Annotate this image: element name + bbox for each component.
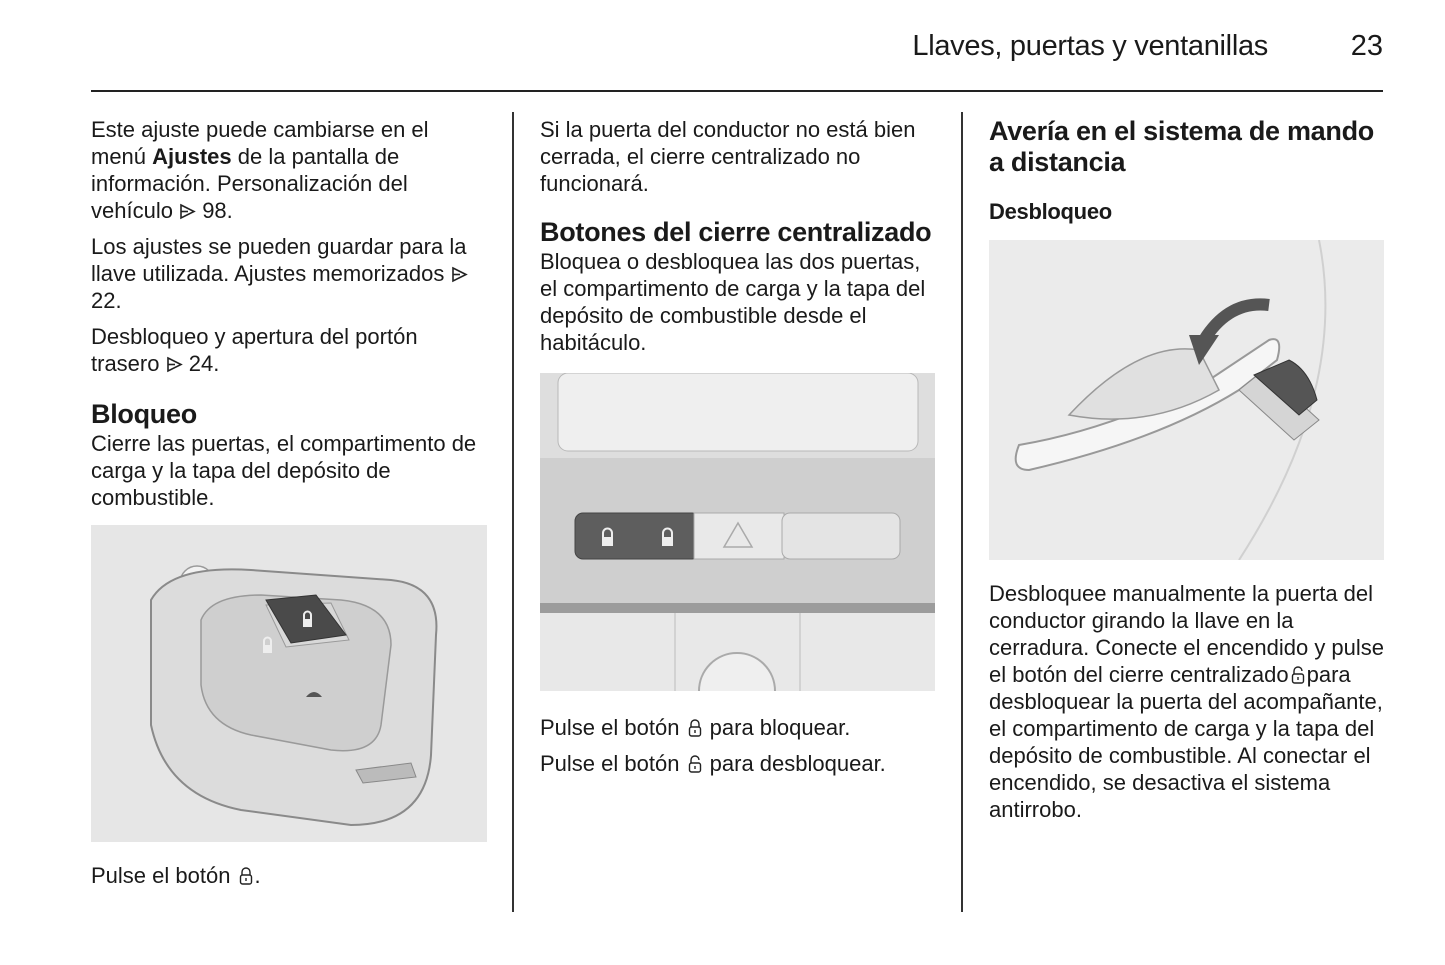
page-number: 23 [1350,30,1383,62]
column-2 [540,116,940,365]
page-ref: 22. [91,288,122,313]
heading-bloqueo: Bloqueo [91,399,197,429]
section-title: Llaves, puertas y ventanillas [912,30,1268,62]
heading-central-locking-buttons: Botones del cierre centralizado [540,217,932,247]
central-locking-panel-illustration [540,373,935,691]
key-fob-illustration [91,525,487,842]
door-handle-illustration [989,240,1384,560]
reference-arrow-icon [179,203,196,220]
subheading-desbloqueo: Desbloqueo [989,199,1112,224]
reference-arrow-icon [166,356,183,373]
unlock-icon [688,754,702,774]
caption-press-lock: Pulse el botón . [91,863,261,888]
paragraph-central-locking: Bloquea o desbloquea las dos puertas, el compartimento de carga y la tapa del depósito de combustible desde el habitáculo. [540,249,926,355]
column-1 [91,116,487,520]
header-divider [91,90,1383,92]
page-ref: 98. [202,198,233,223]
column-3 [989,116,1389,226]
page-ref: 24. [188,351,220,376]
unlock-icon [1291,665,1305,685]
page-header [91,30,1383,70]
caption-lock-button: Pulse el botón para bloquear. [540,715,851,740]
paragraph-driver-door: Si la puerta del conductor no está bien cerrada, el cierre centralizado no funcionará. [540,117,916,196]
reference-arrow-icon [451,266,468,283]
paragraph-memorized: Los ajustes se pueden guardar para la llave utilizada. Ajustes memorizados 22. [91,234,467,313]
paragraph-manual-unlock: Desbloquee manualmente la puerta del conductor girando la llave en la cerradura. Conecte el encendido y pulse el botón del cierre centralizado para desbloquear la puerta del acompañante, el compartimento de carga y la tapa del depósito de combustible. Al conectar el encendido, se desactiva el sistema antirrobo. [989,581,1385,822]
paragraph-bloqueo: Cierre las puertas, el compartimento de carga y la tapa del depósito de combustible. [91,431,477,510]
lock-icon [688,718,702,738]
caption-unlock-button: Pulse el botón para desbloquear. [540,751,886,776]
column-divider-1 [512,112,514,912]
paragraph-settings: Este ajuste puede cambiarse en el menú Ajustes de la pantalla de información. Personalización del vehículo 98. [91,117,429,223]
column-2-captions [540,714,940,786]
lock-icon [239,866,253,886]
column-divider-2 [961,112,963,912]
column-3-body [989,580,1389,832]
paragraph-tailgate: Desbloqueo y apertura del portón trasero 24. [91,324,418,376]
menu-name-ajustes: Ajustes [152,144,232,169]
heading-remote-failure: Avería en el sistema de mando a distancia [989,116,1374,177]
